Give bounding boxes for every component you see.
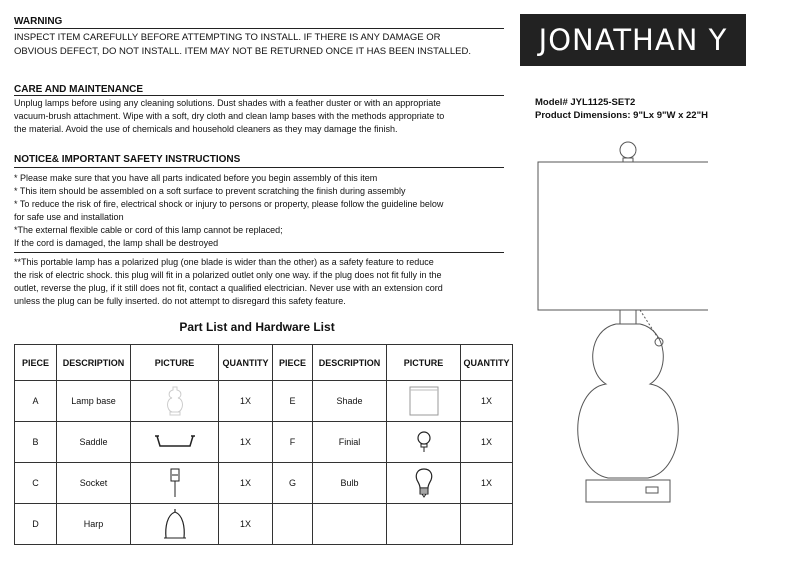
header-quantity: QUANTITY — [461, 345, 513, 381]
picture-cell — [387, 504, 461, 545]
notice-rule — [14, 167, 504, 168]
care-line: vacuum-brush attachment. Wipe with a soft, dry cloth and clean lamp bases with the methods appropriate to — [14, 111, 445, 121]
lamp-body-drawing — [578, 324, 679, 478]
header-piece: PIECE — [15, 345, 57, 381]
description-cell — [313, 504, 387, 545]
header-picture: PICTURE — [387, 345, 461, 381]
quantity-cell: 1X — [461, 381, 513, 422]
piece-cell: F — [273, 422, 313, 463]
warning-text — [14, 31, 509, 59]
plug-line: **This portable lamp has a polarized plug (one blade is wider than the other) as a safety feature to reduce — [14, 257, 434, 267]
table-row — [15, 381, 513, 422]
notice-text — [14, 172, 509, 250]
picture-cell — [387, 381, 461, 422]
picture-cell — [131, 381, 219, 422]
warning-line: INSPECT ITEM CAREFULLY BEFORE ATTEMPTING TO INSTALL. IF THERE IS ANY DAMAGE OR — [14, 32, 441, 43]
quantity-cell: 1X — [219, 422, 273, 463]
quantity-cell: 1X — [219, 463, 273, 504]
finial-base-drawing — [623, 158, 633, 162]
plug-line: unless the plug can be fully inserted. do not attempt to disregard this safety feature. — [14, 296, 346, 306]
care-line: Unplug lamps before using any cleaning solutions. Dust shades with a feather duster or with an appropriate — [14, 98, 441, 108]
notice-line: If the cord is damaged, the lamp shall be destroyed — [14, 238, 219, 248]
care-title: CARE AND MAINTENANCE — [14, 84, 144, 95]
quantity-cell — [461, 504, 513, 545]
description-cell: Saddle — [57, 422, 131, 463]
notice-line: * Please make sure that you have all parts indicated before you begin assembly of this item — [14, 173, 378, 183]
piece-cell: B — [15, 422, 57, 463]
saddle-icon — [154, 432, 196, 452]
table-row — [15, 422, 513, 463]
piece-cell: C — [15, 463, 57, 504]
plug-line: outlet, reverse the plug, if it still does not fit, contact a qualified electrician. Never use with an extension cord — [14, 283, 443, 293]
warning-title: WARNING — [14, 16, 63, 27]
piece-cell: G — [273, 463, 313, 504]
header-description: DESCRIPTION — [57, 345, 131, 381]
care-rule — [14, 95, 504, 96]
warning-line: OBVIOUS DEFECT, DO NOT INSTALL. ITEM MAY NOT BE RETURNED ONCE IT HAS BEEN INSTALLED. — [14, 46, 471, 57]
description-cell: Lamp base — [57, 381, 131, 422]
header-picture: PICTURE — [131, 345, 219, 381]
plug-line: the risk of electric shock. this plug will fit in a polarized outlet only one way. if the plug does not fit fully in the — [14, 270, 442, 280]
notice-title: NOTICE& IMPORTANT SAFETY INSTRUCTIONS — [14, 154, 241, 165]
usb-port-drawing — [646, 487, 658, 493]
picture-cell — [131, 463, 219, 504]
picture-cell — [131, 422, 219, 463]
notice-line: *The external flexible cable or cord of this lamp cannot be replaced; — [14, 225, 283, 235]
neck-drawing — [620, 310, 636, 324]
warning-rule — [14, 28, 504, 29]
piece-cell: A — [15, 381, 57, 422]
description-cell: Socket — [57, 463, 131, 504]
notice-line: * To reduce the risk of fire, electrical shock or injury to persons or property, please follow the guideline below — [14, 199, 444, 209]
socket-icon — [168, 467, 182, 499]
quantity-cell: 1X — [219, 504, 273, 545]
lamp-illustration — [528, 140, 708, 520]
piece-cell — [273, 504, 313, 545]
notice-line: for safe use and installation — [14, 212, 124, 222]
finial-drawing — [620, 142, 636, 158]
piece-cell: E — [273, 381, 313, 422]
parts-table-title: Part List and Hardware List — [179, 320, 335, 334]
bulb-icon — [414, 467, 434, 499]
quantity-cell: 1X — [219, 381, 273, 422]
care-text — [14, 97, 509, 136]
lamp-base-icon — [163, 385, 187, 417]
description-cell: Bulb — [313, 463, 387, 504]
finial-icon — [415, 430, 433, 454]
shade-drawing — [538, 162, 708, 310]
care-line: the material. Avoid the use of chemicals and household cleaners as they may damage the finish. — [14, 124, 398, 134]
shade-icon — [408, 385, 440, 417]
notice-line: * This item should be assembled on a soft surface to prevent scratching the finish during assembly — [14, 186, 406, 196]
quantity-cell: 1X — [461, 463, 513, 504]
picture-cell — [387, 463, 461, 504]
piece-cell: D — [15, 504, 57, 545]
parts-table — [14, 344, 513, 545]
harp-icon — [162, 507, 188, 541]
product-dimensions: Product Dimensions: 9"Lx 9"W x 22"H — [535, 110, 708, 121]
header-piece: PIECE — [273, 345, 313, 381]
header-quantity: QUANTITY — [219, 345, 273, 381]
model-info — [535, 96, 708, 122]
quantity-cell: 1X — [461, 422, 513, 463]
plug-rule — [14, 252, 504, 253]
table-row — [15, 463, 513, 504]
header-description: DESCRIPTION — [313, 345, 387, 381]
plug-text — [14, 256, 509, 308]
lamp-base-drawing — [586, 480, 670, 502]
table-row — [15, 504, 513, 545]
description-cell: Shade — [313, 381, 387, 422]
model-number: Model# JYL1125-SET2 — [535, 97, 636, 108]
picture-cell — [387, 422, 461, 463]
description-cell: Harp — [57, 504, 131, 545]
table-header-row — [15, 345, 513, 381]
brand-logo: JONATHAN Y — [520, 14, 746, 66]
picture-cell — [131, 504, 219, 545]
description-cell: Finial — [313, 422, 387, 463]
